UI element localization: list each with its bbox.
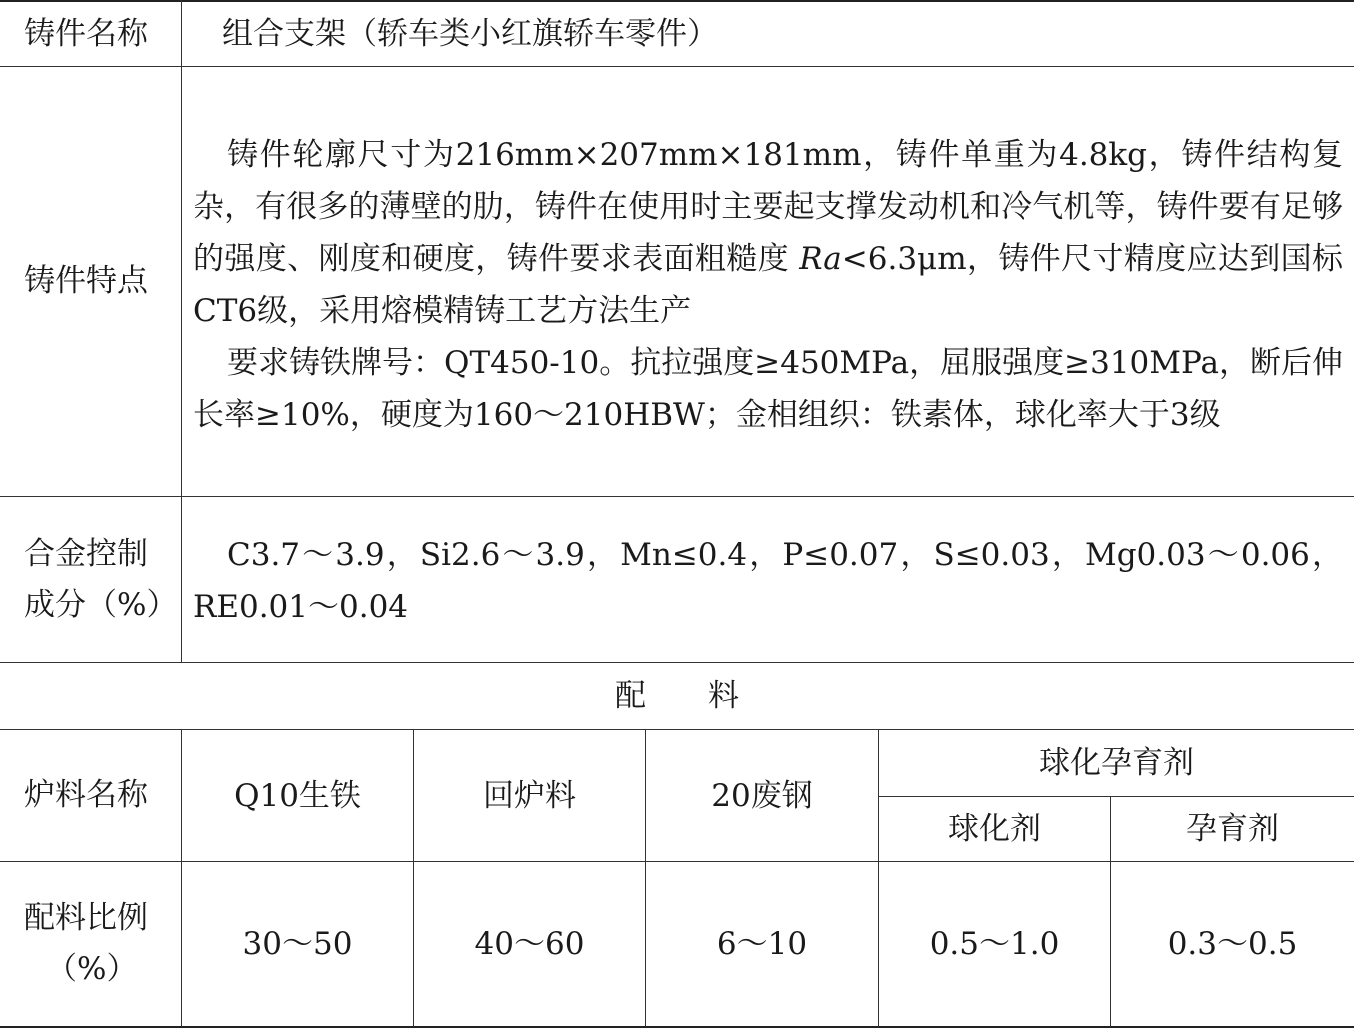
features-paragraph-1: 铸件轮廓尺寸为216mm×207mm×181mm，铸件单重为4.8kg，铸件结构复杂，有很多的薄壁的肋，铸件在使用时主要起支撑发动机和冷气机等，铸件要有足够的强度、刚度和硬度，铸件要求表面粗糙度 Ra<6.3μm，铸件尺寸精度应达到国标CT6级，采用熔模精铸工艺方法生产 <box>193 137 1343 329</box>
table-cell: 6～10 <box>716 926 808 962</box>
ratio-label: 配料比例 （%） <box>24 900 148 987</box>
charge-name-label: 炉料名称 <box>24 777 148 813</box>
table-cell: 0.3～0.5 <box>1167 926 1298 962</box>
table-cell: 30～50 <box>242 926 353 962</box>
section-title: 配 料 <box>615 678 739 714</box>
rule <box>0 496 1354 497</box>
column-header: 20废钢 <box>711 777 813 814</box>
alloy-label: 合金控制 成分（%） <box>24 535 178 623</box>
sub-column-header: 孕育剂 <box>1186 811 1279 847</box>
table-cell: 40～60 <box>474 926 585 962</box>
column-header: 回炉料 <box>483 777 576 814</box>
group-header: 球化孕育剂 <box>1039 745 1194 781</box>
rule <box>0 66 1354 67</box>
casting-features-text <box>193 129 1343 441</box>
sub-column-header: 球化剂 <box>948 811 1041 847</box>
column-divider <box>181 0 182 662</box>
table-cell: 0.5～1.0 <box>929 926 1060 962</box>
casting-name-value: 组合支架（轿车类小红旗轿车零件） <box>222 16 718 52</box>
casting-name-label: 铸件名称 <box>24 15 148 52</box>
features-paragraph-2: 要求铸铁牌号：QT450-10。抗拉强度≥450MPa，屈服强度≥310MPa，断后伸长率≥10%，硬度为160～210HBW；金相组织：铁素体，球化率大于3级 <box>193 345 1343 433</box>
casting-features-label: 铸件特点 <box>24 263 148 299</box>
column-header: Q10生铁 <box>234 777 361 814</box>
rule-bottom <box>0 1026 1354 1028</box>
alloy-value: C3.7～3.9，Si2.6～3.9，Mn≤0.4，P≤0.07，S≤0.03，Mg0.03～0.06，RE0.01～0.04 <box>193 537 1343 625</box>
